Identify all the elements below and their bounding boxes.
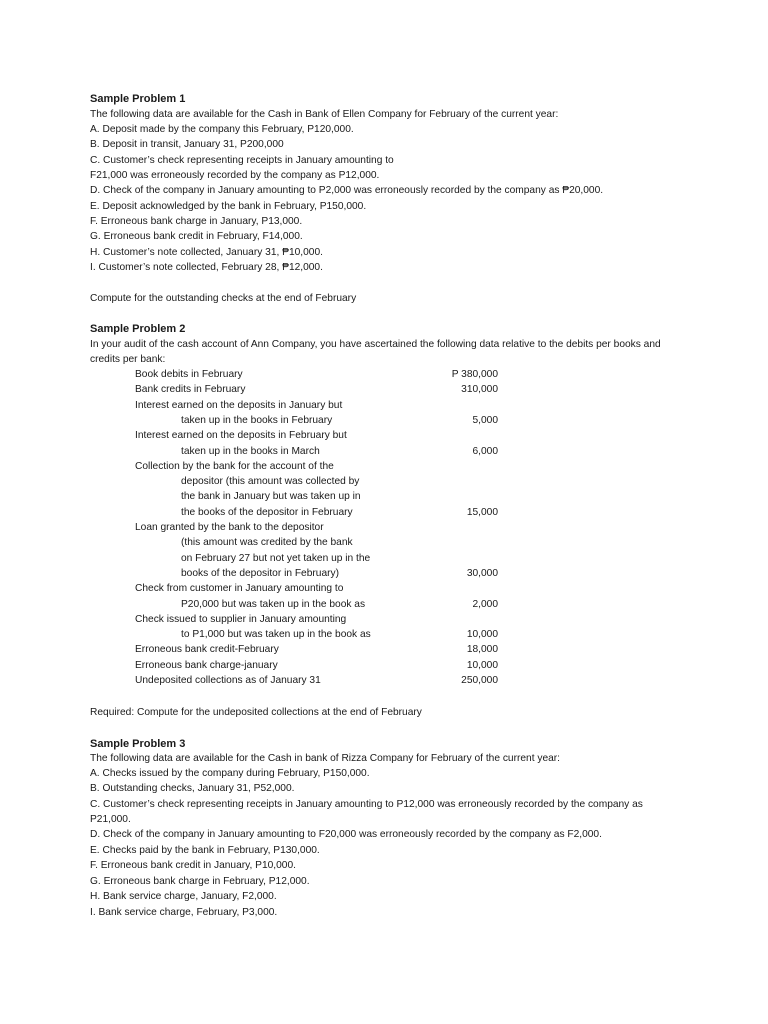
problem2-question: Required: Compute for the undeposited collections at the end of February	[90, 707, 422, 718]
problem2-row-label: Collection by the bank for the account of the	[135, 460, 334, 472]
problem2-row-label: Loan granted by the bank to the depositor	[135, 522, 324, 533]
problem1-line: E. Deposit acknowledged by the bank in February, P150,000.	[90, 201, 367, 212]
problem2-table-row	[0, 415, 768, 429]
problem1-line: A. Deposit made by the company this February, P120,000.	[90, 124, 354, 135]
problem2-row-label: Check issued to supplier in January amounting	[135, 613, 347, 625]
problem2-row-label: Interest earned on the deposits in January but	[135, 399, 343, 411]
problem2-row-amount: 18,000	[466, 644, 498, 656]
problem2-row-amount: 6,000	[472, 445, 498, 457]
problem3-line: A. Checks issued by the company during February, P150,000.	[90, 768, 370, 779]
problem2-row-amount: 310,000	[461, 384, 498, 396]
problem1-line: H. Customer’s note collected, January 31, ₱10,000.	[90, 247, 323, 258]
problem2-table-row	[0, 660, 768, 674]
problem3-line: The following data are available for the Cash in bank of Rizza Company for February of the current year:	[90, 753, 560, 764]
problem2-table-row	[0, 644, 768, 658]
problem2-row-label: Bank credits in February	[135, 384, 246, 396]
problem2-table-row	[0, 476, 768, 490]
problem2-row-amount: 5,000	[472, 414, 498, 426]
problem2-table-row	[0, 583, 768, 597]
problem1-line: The following data are available for the Cash in Bank of Ellen Company for February of the current year:	[90, 109, 559, 120]
problem3-line: B. Outstanding checks, January 31, P52,000.	[90, 783, 295, 794]
problem2-row-label: Book debits in February	[135, 369, 243, 380]
problem2-row-label: (this amount was credited by the bank	[181, 537, 353, 549]
problem1-line: F. Erroneous bank charge in January, P13,000.	[90, 216, 303, 227]
problem2-row-amount: 15,000	[466, 506, 498, 518]
problem1-line: B. Deposit in transit, January 31, P200,000	[90, 139, 284, 150]
problem2-table-row	[0, 369, 768, 383]
problem2-table-row	[0, 568, 768, 582]
problem2-table-row	[0, 553, 768, 567]
problem2-table-row	[0, 675, 768, 689]
problem2-row-label: depositor (this amount was collected by	[181, 476, 360, 488]
problem2-row-label: Interest earned on the deposits in February but	[135, 430, 347, 442]
problem2-row-amount: 2,000	[472, 598, 498, 610]
problem2-row-amount: 30,000	[466, 567, 498, 579]
problem2-row-label: the books of the depositor in February	[181, 506, 353, 518]
problem2-row-label: on February 27 but not yet taken up in the	[181, 552, 371, 564]
problem2-row-label: the bank in January but was taken up in	[181, 491, 361, 503]
problem3-title: Sample Problem 3	[90, 738, 186, 750]
problem2-row-label: taken up in the books in March	[181, 445, 320, 457]
problem3-line: F. Erroneous bank credit in January, P10,000.	[90, 860, 296, 871]
problem2-row-label: Undeposited collections as of January 31	[135, 675, 321, 686]
problem1-title: Sample Problem 1	[90, 93, 186, 105]
problem2-row-label: Erroneous bank charge-january	[135, 659, 278, 671]
problem3-line: G. Erroneous bank charge in February, P12,000.	[90, 876, 310, 887]
problem2-intro: credits per bank:	[90, 354, 166, 365]
problem2-row-label: books of the depositor in February)	[181, 567, 339, 579]
problem2-row-amount: 10,000	[466, 659, 498, 671]
problem2-row-amount: P 380,000	[451, 369, 498, 380]
problem2-table-row	[0, 491, 768, 505]
problem2-row-amount: 250,000	[461, 675, 498, 686]
problem2-row-label: to P1,000 but was taken up in the book as	[181, 629, 371, 641]
problem1-line: C. Customer’s check representing receipts in January amounting to	[90, 155, 394, 166]
problem2-title: Sample Problem 2	[90, 323, 186, 335]
problem2-intro: In your audit of the cash account of Ann Company, you have ascertained the following data relative to the debits per books and	[90, 339, 661, 350]
problem1-line: G. Erroneous bank credit in February, F14,000.	[90, 231, 303, 242]
problem3-line: C. Customer’s check representing receipts in January amounting to P12,000 was erroneously recorded by the company as	[90, 799, 643, 810]
problem1-line: F21,000 was erroneously recorded by the company as P12,000.	[90, 170, 380, 181]
problem2-row-label: Check from customer in January amounting to	[135, 583, 344, 595]
problem2-table-row	[0, 400, 768, 414]
problem3-line: D. Check of the company in January amounting to F20,000 was erroneously recorded by the company as F2,000.	[90, 829, 602, 840]
problem3-line: P21,000.	[90, 814, 131, 825]
problem2-row-label: P20,000 but was taken up in the book as	[181, 598, 366, 610]
problem2-table-row	[0, 461, 768, 475]
problem2-table-row	[0, 384, 768, 398]
problem3-line: E. Checks paid by the bank in February, P130,000.	[90, 845, 320, 856]
problem2-table-row	[0, 629, 768, 643]
problem2-table-row	[0, 446, 768, 460]
problem1-line: D. Check of the company in January amounting to P2,000 was erroneously recorded by the company as ₱20,000.	[90, 185, 604, 196]
problem2-row-label: Erroneous bank credit-February	[135, 644, 279, 656]
problem2-row-amount: 10,000	[466, 629, 498, 641]
problem2-table-row	[0, 537, 768, 551]
problem1-question: Compute for the outstanding checks at the end of February	[90, 293, 357, 304]
problem3-line: H. Bank service charge, January, F2,000.	[90, 891, 277, 902]
problem2-table-row	[0, 507, 768, 521]
problem2-table-row	[0, 614, 768, 628]
problem1-line: I. Customer’s note collected, February 28, ₱12,000.	[90, 262, 323, 273]
problem2-table-row	[0, 430, 768, 444]
problem3-line: I. Bank service charge, February, P3,000.	[90, 907, 278, 918]
problem2-table-row	[0, 599, 768, 613]
problem2-row-label: taken up in the books in February	[181, 414, 333, 426]
problem2-table-row	[0, 522, 768, 536]
